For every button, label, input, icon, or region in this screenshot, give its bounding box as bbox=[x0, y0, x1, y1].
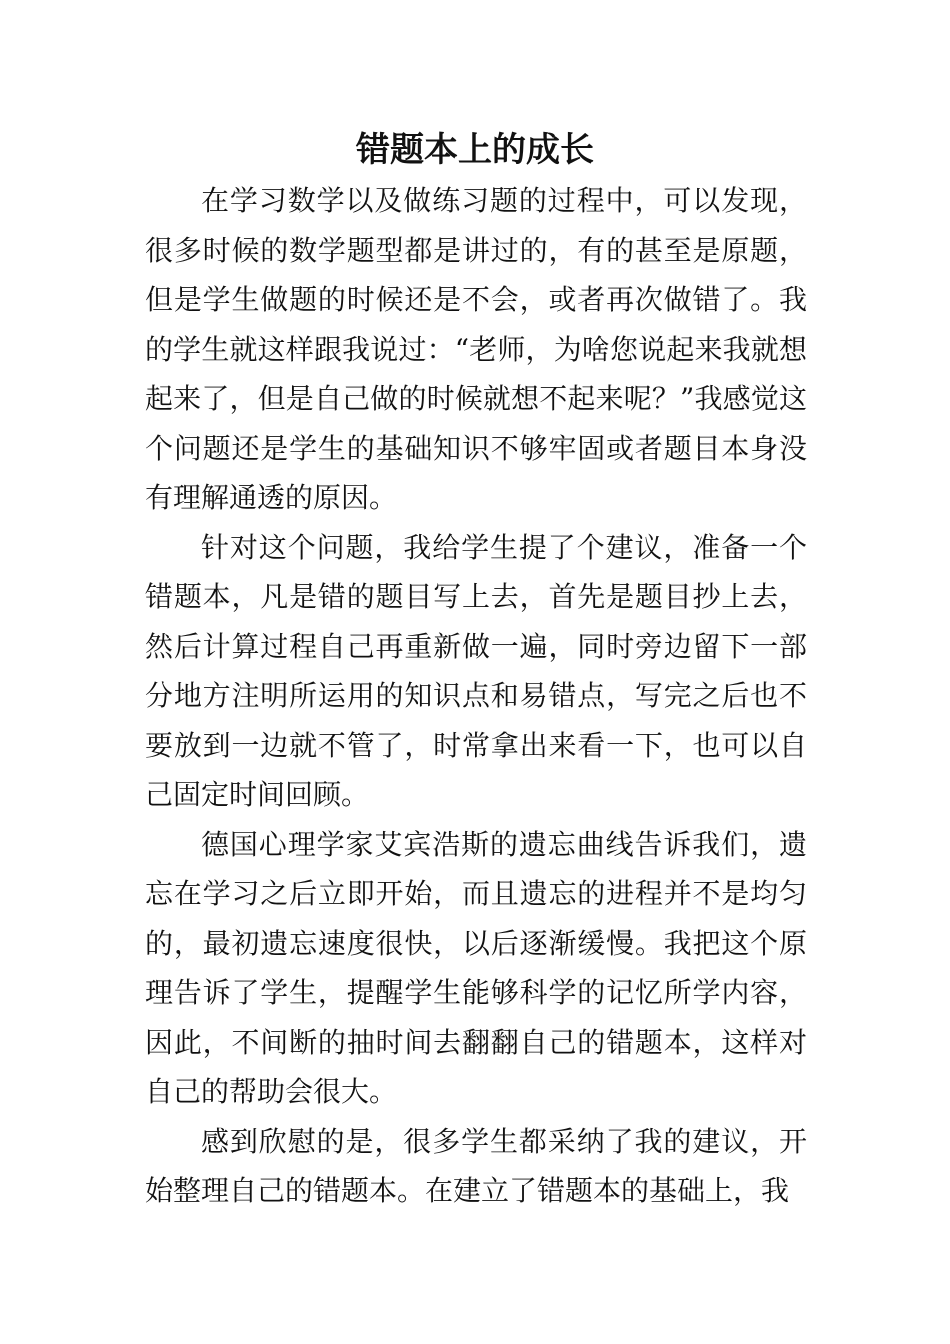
document-body bbox=[145, 176, 807, 1216]
paragraph-4: 感到欣慰的是，很多学生都采纳了我的建议，开始整理自己的错题本。在建立了错题本的基础上，我 bbox=[145, 1124, 807, 1207]
paragraph-3: 德国心理学家艾宾浩斯的遗忘曲线告诉我们，遗忘在学习之后立即开始，而且遗忘的进程并不是均匀的，最初遗忘速度很快，以后逐渐缓慢。我把这个原理告诉了学生，提醒学生能够科学的记忆所学内容，因此，不间断的抽时间去翻翻自己的错题本，这样对自己的帮助会很大。 bbox=[145, 827, 807, 1108]
document-title: 错题本上的成长 bbox=[356, 130, 594, 170]
paragraph-1: 在学习数学以及做练习题的过程中，可以发现，很多时候的数学题型都是讲过的，有的甚至是原题，但是学生做题的时候还是不会，或者再次做错了。我的学生就这样跟我说过：“老师，为啥您说起来我就想起来了，但是自己做的时候就想不起来呢？”我感觉这个问题还是学生的基础知识不够牢固或者题目本身没有理解通透的原因。 bbox=[145, 184, 807, 514]
paragraph-2: 针对这个问题，我给学生提了个建议，准备一个错题本，凡是错的题目写上去，首先是题目抄上去，然后计算过程自己再重新做一遍，同时旁边留下一部分地方注明所运用的知识点和易错点，写完之后也不要放到一边就不管了，时常拿出来看一下，也可以自己固定时间回顾。 bbox=[145, 530, 807, 811]
